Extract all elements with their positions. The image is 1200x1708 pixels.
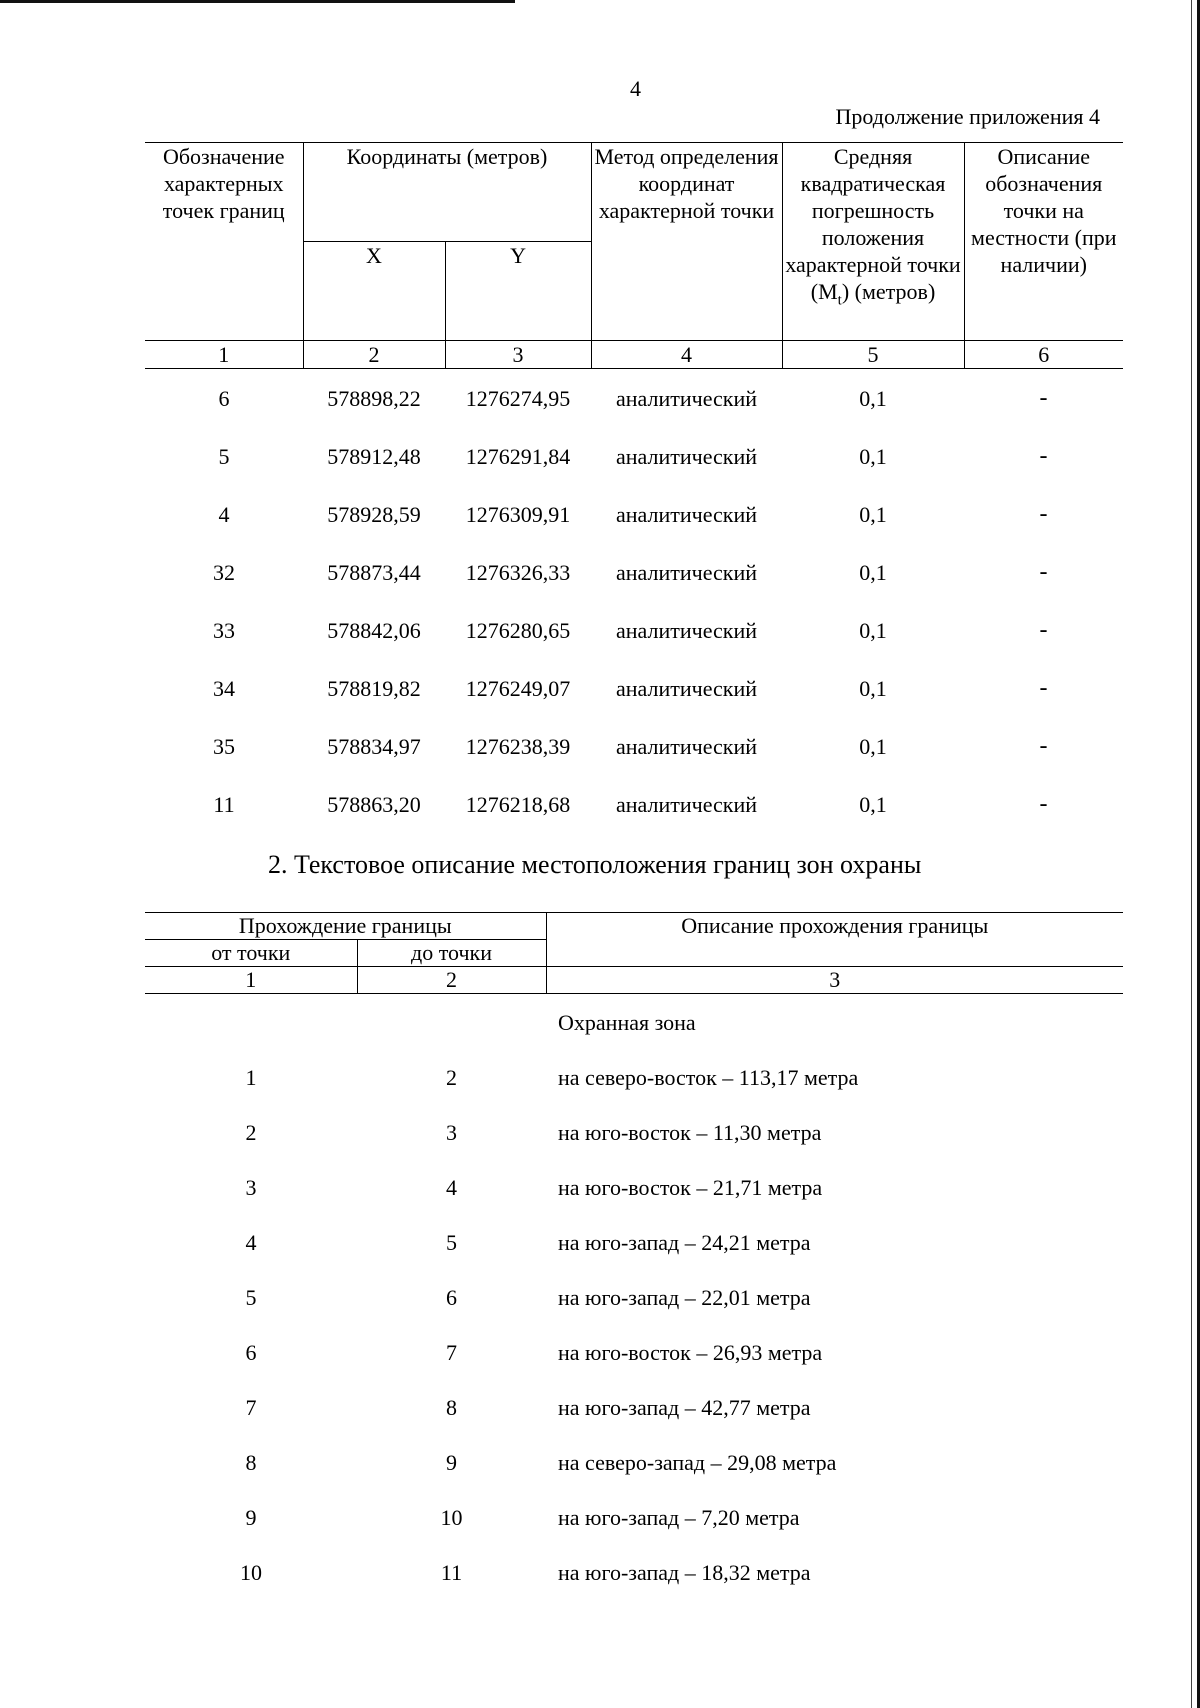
column-number: 5 xyxy=(782,341,964,369)
cell-method: аналитический xyxy=(616,385,758,411)
table-row xyxy=(145,775,1123,833)
cell-from: 8 xyxy=(245,1450,257,1475)
cell-direction: на юго-запад – 18,32 метра xyxy=(558,1560,811,1585)
cell-y: 1276280,65 xyxy=(465,617,571,643)
cell-direction: на юго-запад – 42,77 метра xyxy=(558,1395,811,1420)
cell-x: 578834,97 xyxy=(327,733,421,759)
table-row xyxy=(145,369,1123,428)
header-method: Метод определения координат характерной точки xyxy=(591,143,782,341)
table-row xyxy=(145,659,1123,717)
section-title: 2. Текстовое описание местоположения границ зон охраны xyxy=(268,850,922,879)
cell-method: аналитический xyxy=(616,675,758,701)
table-row xyxy=(145,1545,1123,1600)
table-row xyxy=(145,1105,1123,1160)
cell-to: 2 xyxy=(446,1065,457,1090)
cell-direction: на юго-восток – 26,93 метра xyxy=(558,1340,823,1365)
column-number: 2 xyxy=(303,341,445,369)
table-row xyxy=(145,1050,1123,1105)
cell-from: 10 xyxy=(240,1560,262,1585)
cell-error: 0,1 xyxy=(859,501,887,527)
column-number-row xyxy=(145,341,1123,369)
cell-x: 578873,44 xyxy=(327,559,421,585)
table-row xyxy=(145,717,1123,775)
cell-description: - xyxy=(1039,384,1048,411)
cell-method: аналитический xyxy=(616,791,758,817)
column-number: 4 xyxy=(591,341,782,369)
cell-x: 578928,59 xyxy=(327,501,421,527)
continuation-note: Продолжение приложения 4 xyxy=(835,104,1100,129)
page-number: 4 xyxy=(630,76,641,101)
header-mean-error: Средняя квадратическая погрешность положения характерной точки $(M_t)$ (метров) xyxy=(782,143,964,341)
cell-description: - xyxy=(1039,558,1048,585)
table-row xyxy=(145,1270,1123,1325)
cell-x: 578819,82 xyxy=(327,675,421,701)
cell-description: - xyxy=(1039,790,1048,817)
cell-to: 7 xyxy=(446,1340,457,1365)
cell-point: 32 xyxy=(213,559,235,585)
cell-direction: на юго-запад – 24,21 метра xyxy=(558,1230,811,1255)
table-row xyxy=(145,601,1123,659)
cell-direction: на юго-запад – 22,01 метра xyxy=(558,1285,811,1310)
cell-y: 1276326,33 xyxy=(465,559,571,585)
cell-from: 5 xyxy=(245,1285,257,1310)
cell-direction: на юго-запад – 7,20 метра xyxy=(558,1505,800,1530)
cell-direction: на северо-восток – 113,17 метра xyxy=(558,1065,859,1090)
boundary-description-table xyxy=(145,912,1123,1600)
column-number: 1 xyxy=(145,967,357,994)
table-row xyxy=(145,1490,1123,1545)
cell-y: 1276309,91 xyxy=(465,501,571,527)
cell-y: 1276291,84 xyxy=(465,443,571,469)
cell-point: 4 xyxy=(218,501,230,527)
cell-direction: на северо-запад – 29,08 метра xyxy=(558,1450,837,1475)
table-row xyxy=(145,1215,1123,1270)
cell-to: 10 xyxy=(440,1505,463,1530)
header-x: X xyxy=(303,242,445,341)
cell-from: 3 xyxy=(245,1175,257,1200)
cell-direction: на юго-восток – 11,30 метра xyxy=(558,1120,822,1145)
cell-from: 9 xyxy=(245,1505,257,1530)
cell-error: 0,1 xyxy=(859,733,887,759)
cell-from: 1 xyxy=(245,1065,257,1090)
header-from-point: от точки xyxy=(145,940,357,967)
cell-method: аналитический xyxy=(616,501,758,527)
header-point-description: Описание обозначения точки на местности (при наличии) xyxy=(964,143,1123,341)
column-number: 3 xyxy=(445,341,591,369)
header-to-point: до точки xyxy=(357,940,546,967)
cell-description: - xyxy=(1039,674,1048,701)
cell-method: аналитический xyxy=(616,559,758,585)
cell-method: аналитический xyxy=(616,617,758,643)
table-row xyxy=(145,1325,1123,1380)
cell-to: 4 xyxy=(446,1175,457,1200)
header-boundary-description: Описание прохождения границы xyxy=(546,913,1123,967)
cell-y: 1276249,07 xyxy=(465,675,571,701)
cell-description: - xyxy=(1039,732,1048,759)
scan-edge-right-inner xyxy=(1191,0,1192,1708)
cell-error: 0,1 xyxy=(859,385,887,411)
scan-edge-top xyxy=(0,0,515,3)
cell-to: 11 xyxy=(440,1560,463,1585)
table-row xyxy=(145,543,1123,601)
cell-method: аналитический xyxy=(616,733,758,759)
cell-x: 578912,48 xyxy=(327,443,421,469)
zone-label: Охранная зона xyxy=(558,1009,696,1035)
cell-x: 578898,22 xyxy=(327,385,421,411)
cell-to: 5 xyxy=(446,1230,457,1255)
cell-y: 1276218,68 xyxy=(465,791,571,817)
cell-to: 9 xyxy=(446,1450,457,1475)
table-row xyxy=(145,1160,1123,1215)
cell-from: 7 xyxy=(245,1395,257,1420)
cell-point: 33 xyxy=(213,617,235,643)
column-number: 3 xyxy=(546,967,1123,994)
table-row xyxy=(145,485,1123,543)
column-number-row xyxy=(145,967,1123,994)
cell-y: 1276238,39 xyxy=(465,733,571,759)
cell-x: 578863,20 xyxy=(327,791,421,817)
table-row xyxy=(145,1380,1123,1435)
cell-to: 3 xyxy=(446,1120,457,1145)
cell-point: 35 xyxy=(213,733,235,759)
table-row xyxy=(145,427,1123,485)
cell-error: 0,1 xyxy=(859,559,887,585)
cell-from: 6 xyxy=(245,1340,257,1365)
header-coordinates: Координаты (метров) xyxy=(303,143,591,242)
cell-point: 5 xyxy=(218,443,230,469)
cell-x: 578842,06 xyxy=(327,617,421,643)
cell-from: 2 xyxy=(245,1120,257,1145)
cell-from: 4 xyxy=(245,1230,257,1255)
table-row xyxy=(145,1435,1123,1490)
cell-error: 0,1 xyxy=(859,675,887,701)
cell-point: 34 xyxy=(213,675,235,701)
cell-y: 1276274,95 xyxy=(465,385,571,411)
cell-point: 11 xyxy=(213,791,235,817)
cell-error: 0,1 xyxy=(859,791,887,817)
cell-to: 6 xyxy=(446,1285,457,1310)
cell-description: - xyxy=(1039,616,1048,643)
header-boundary-passage: Прохождение границы xyxy=(145,913,546,940)
cell-error: 0,1 xyxy=(859,617,887,643)
header-y: Y xyxy=(445,242,591,341)
cell-point: 6 xyxy=(218,385,230,411)
column-number: 2 xyxy=(357,967,546,994)
cell-description: - xyxy=(1039,500,1048,527)
cell-to: 8 xyxy=(446,1395,457,1420)
column-number: 6 xyxy=(964,341,1123,369)
cell-method: аналитический xyxy=(616,443,758,469)
cell-error: 0,1 xyxy=(859,443,887,469)
cell-direction: на юго-восток – 21,71 метра xyxy=(558,1175,823,1200)
column-number: 1 xyxy=(145,341,303,369)
coordinates-table xyxy=(145,142,1123,833)
cell-description: - xyxy=(1039,442,1048,469)
header-point-designation: Обозначение характерных точек границ xyxy=(145,143,303,341)
